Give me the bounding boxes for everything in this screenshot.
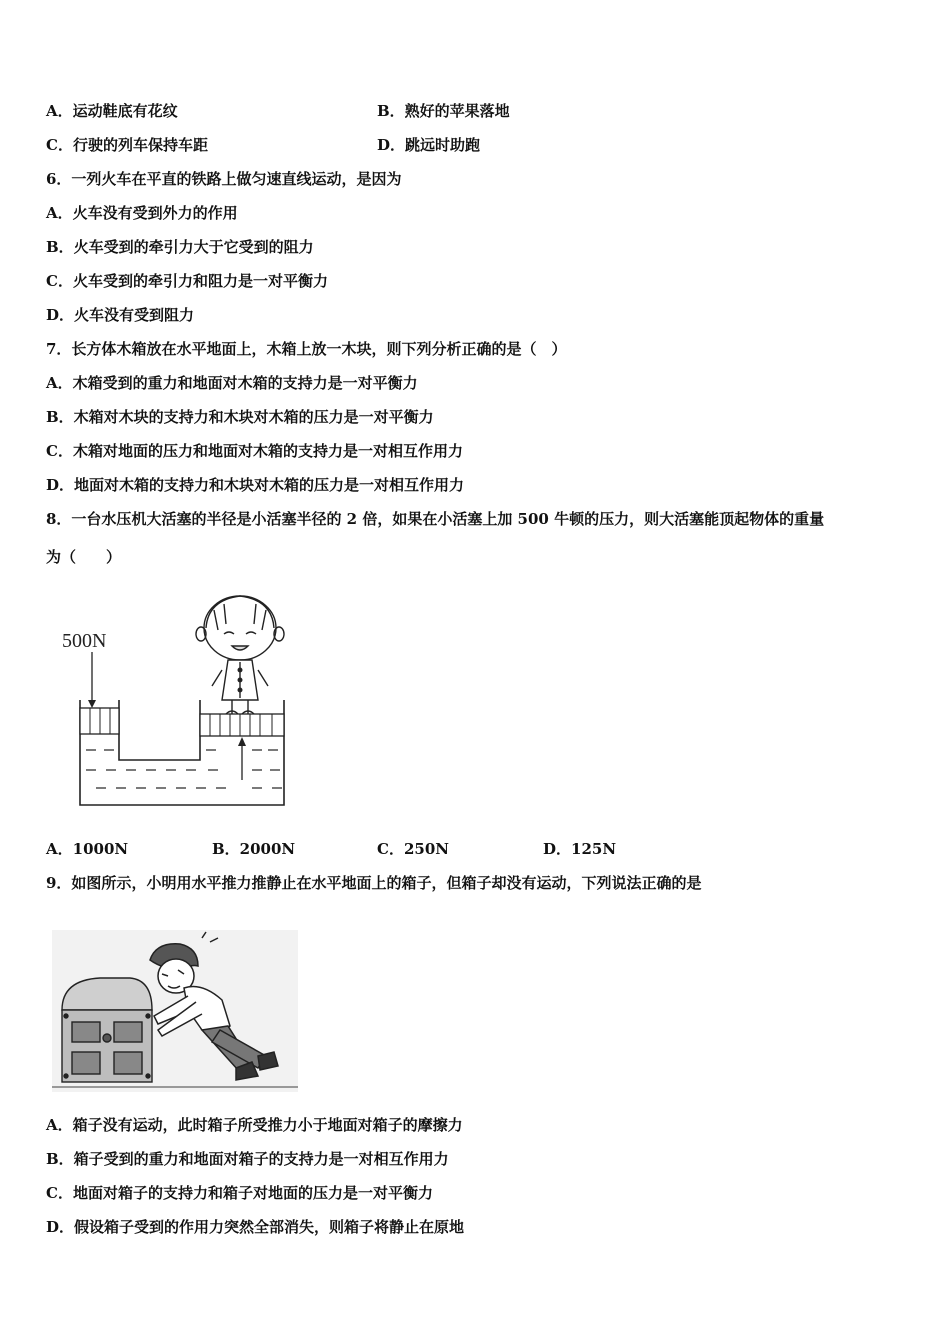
q8-option-b: B．2000N bbox=[212, 840, 296, 858]
q6-option-b: B．火车受到的牵引力大于它受到的阻力 bbox=[46, 238, 314, 256]
chest-icon bbox=[62, 978, 152, 1082]
pushing-box-figure bbox=[52, 930, 298, 1092]
q9-option-a: A．箱子没有运动，此时箱子所受推力小于地面对箱子的摩擦力 bbox=[46, 1116, 463, 1134]
q7-option-b: B．木箱对木块的支持力和木块对木箱的压力是一对平衡力 bbox=[46, 408, 434, 426]
q5-option-a: A．运动鞋底有花纹 bbox=[46, 102, 178, 120]
hydraulic-press-figure bbox=[52, 590, 297, 812]
q9-stem: 9．如图所示，小明用水平推力推静止在水平地面上的箱子，但箱子却没有运动，下列说法正确的是 bbox=[46, 874, 702, 892]
q6-option-a: A．火车没有受到外力的作用 bbox=[46, 204, 238, 222]
q7-option-a: A．木箱受到的重力和地面对木箱的支持力是一对平衡力 bbox=[46, 374, 418, 392]
q7-option-c: C．木箱对地面的压力和地面对木箱的支持力是一对相互作用力 bbox=[46, 442, 463, 460]
q7-stem: 7．长方体木箱放在水平地面上，木箱上放一木块，则下列分析正确的是（ ） bbox=[46, 340, 567, 358]
q5-option-c: C．行驶的列车保持车距 bbox=[46, 136, 208, 154]
girl-icon bbox=[196, 596, 284, 714]
q7-option-d: D．地面对木箱的支持力和木块对木箱的压力是一对相互作用力 bbox=[46, 476, 465, 494]
q8-option-a: A．1000N bbox=[46, 840, 129, 858]
q9-option-c: C．地面对箱子的支持力和箱子对地面的压力是一对平衡力 bbox=[46, 1184, 433, 1202]
q6-option-d: D．火车没有受到阻力 bbox=[46, 306, 195, 324]
q5-option-b: B．熟好的苹果落地 bbox=[377, 102, 510, 120]
q9-option-d: D．假设箱子受到的作用力突然全部消失，则箱子将静止在原地 bbox=[46, 1218, 465, 1236]
q8-option-c: C．250N bbox=[377, 840, 449, 858]
q6-stem: 6．一列火车在平直的铁路上做匀速直线运动，是因为 bbox=[46, 170, 402, 188]
q8-option-d: D．125N bbox=[543, 840, 617, 858]
q9-option-b: B．箱子受到的重力和地面对箱子的支持力是一对相互作用力 bbox=[46, 1150, 449, 1168]
water bbox=[86, 750, 282, 788]
q6-option-c: C．火车受到的牵引力和阻力是一对平衡力 bbox=[46, 272, 328, 290]
q8-stem-line2: 为（ ） bbox=[46, 548, 122, 566]
large-piston bbox=[200, 714, 284, 736]
force-label: 500N bbox=[62, 630, 107, 652]
q8-stem-line1: 8．一台水压机大活塞的半径是小活塞半径的 2 倍，如果在小活塞上加 500 牛顿的压力，则大活塞能顶起物体的重量 bbox=[46, 510, 825, 528]
q5-option-d: D．跳远时助跑 bbox=[377, 136, 481, 154]
